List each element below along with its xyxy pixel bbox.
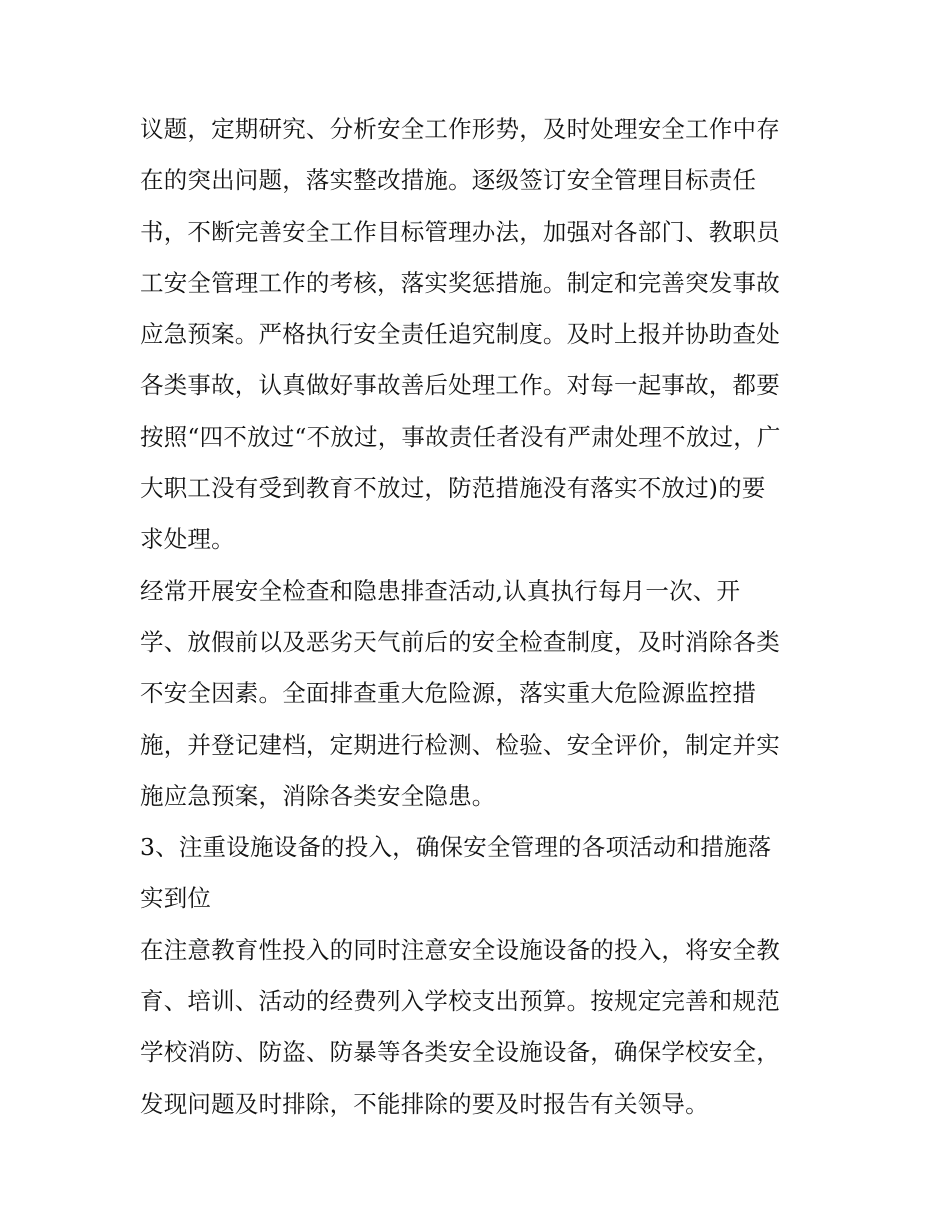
text-line: 学校消防、防盗、防暴等各类安全设施设备，确保学校安全， xyxy=(140,1038,780,1067)
text-line: 在注意教育性投入的同时注意安全设施设备的投入，将安全教 xyxy=(140,935,780,964)
text-line: 施应急预案，消除各类安全隐患。 xyxy=(140,781,496,810)
text-line: 经常开展安全检查和隐患排查活动,认真执行每月一次、开 xyxy=(140,576,741,605)
text-line: 各类事故，认真做好事故善后处理工作。对每一起事故，都要 xyxy=(140,371,780,400)
text-line: 在的突出问题，落实整改措施。逐级签订安全管理目标责任 xyxy=(140,166,757,195)
text-line: 不安全因素。全面排查重大危险源，落实重大危险源监控措 xyxy=(140,679,757,708)
text-line: 求处理。 xyxy=(140,525,235,554)
section-heading: 实到位 xyxy=(140,884,212,913)
section-heading: 3、注重设施设备的投入，确保安全管理的各项活动和措施落 xyxy=(140,833,772,862)
text-line: 学、放假前以及恶劣天气前后的安全检查制度，及时消除各类 xyxy=(140,627,780,656)
text-line: 应急预案。严格执行安全责任追究制度。及时上报并协助查处 xyxy=(140,320,780,349)
text-line: 大职工没有受到教育不放过，防范措施没有落实不放过)的要 xyxy=(140,474,766,503)
text-line: 书，不断完善安全工作目标管理办法，加强对各部门、教职员 xyxy=(140,217,780,246)
text-line: 工安全管理工作的考核，落实奖惩措施。制定和完善突发事故 xyxy=(140,268,780,297)
text-line: 议题，定期研究、分析安全工作形势，及时处理安全工作中存 xyxy=(140,115,780,143)
text-line: 按照“四不放过“不放过，事故责任者没有严肃处理不放过，广 xyxy=(140,422,781,451)
text-line: 育、培训、活动的经费列入学校支出预算。按规定完善和规范 xyxy=(140,987,780,1016)
body-text xyxy=(140,104,820,1130)
text-line: 施，并登记建档，定期进行检测、检验、安全评价，制定并实 xyxy=(140,730,780,759)
text-line: 发现问题及时排除，不能排除的要及时报告有关领导。 xyxy=(140,1089,709,1118)
